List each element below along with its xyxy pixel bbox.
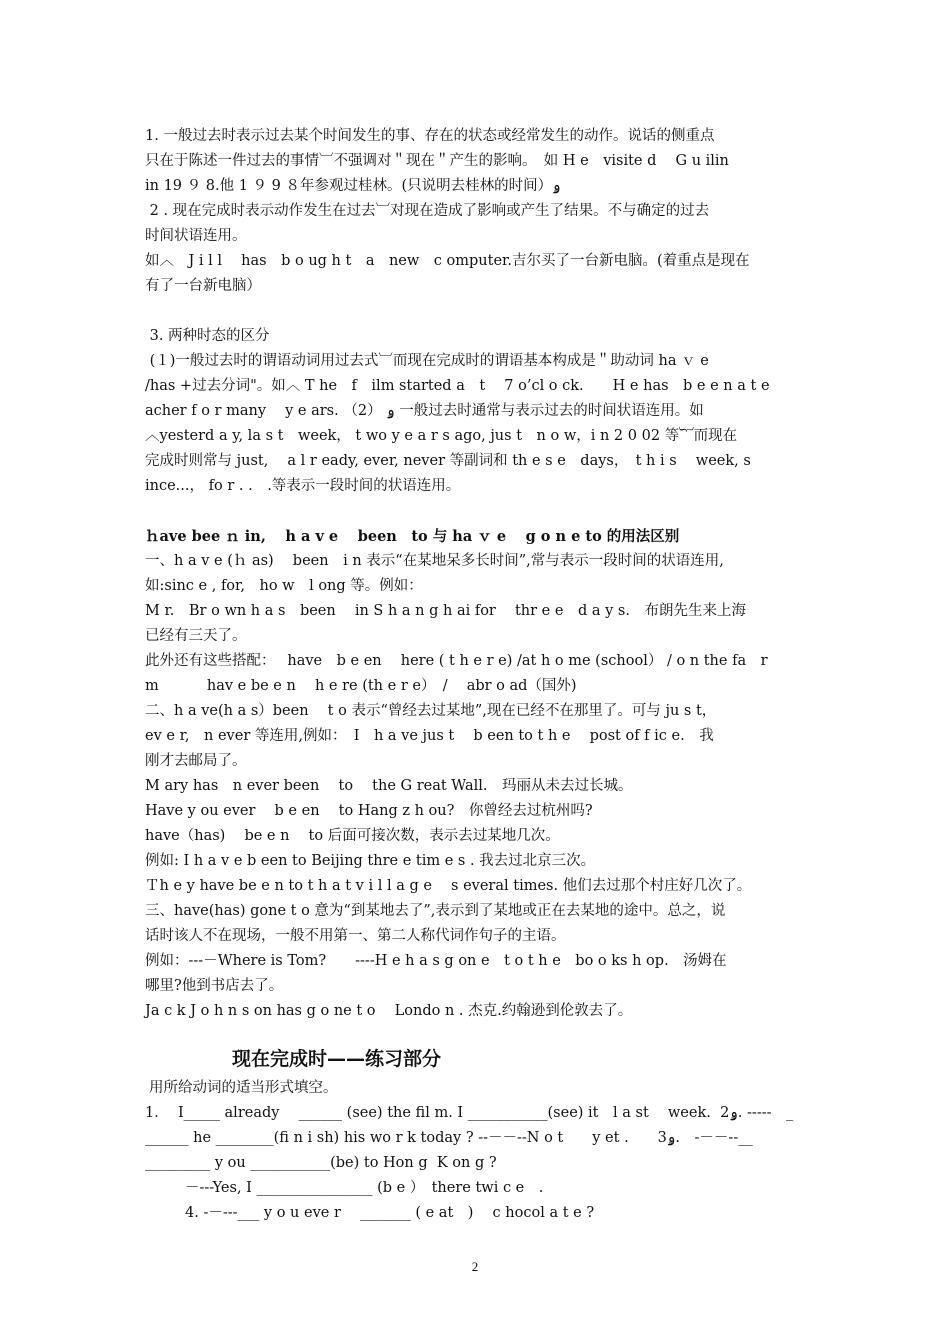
section-heading: 3. 两种时态的区分	[145, 328, 270, 344]
text-line: have（has) be e n to 后面可接次数，表示去过某地几次。	[145, 828, 560, 844]
text-line: m hav e be e n h e re (th e r e） / abr o ad（国外)	[145, 678, 577, 694]
text-line: ev e r, n ever 等连用,例如： I h a ve jus t b een to t h e post of f ic e. 我	[145, 728, 714, 744]
text-line: 完成时则常与 just, a l r eady, ever, never 等副词和 th e s e days， t h i s week, s	[145, 453, 751, 469]
exercise-line: 4. -－---___ y o u eve r _______ ( e at ) c hocol a t e ?	[185, 1205, 595, 1221]
text-line: 一、h a v e (ｈ as) been i n 表示“在某地呆多长时间”,常与表示一段时间的状语连用,	[145, 553, 724, 569]
exercise-line: ______ he ________(fi n i sh) his wo r k today ? --－－--N o t y et . 3ۅ. -－－--__	[145, 1130, 753, 1146]
text-line: 此外还有这些搭配： have b e en here ( t h e r e) /at h o me (school） / o n the fa r	[145, 653, 768, 669]
text-line: /has +过去分词"。如︿ T he f ilm started a t 7 o’cl o ck. H e has b e e n a t e	[145, 378, 770, 394]
text-line: Ja c k J o h n s on has g o ne t o Londo n . 杰克.约翰逊到伦敦去了。	[145, 1003, 633, 1019]
page-number: 2	[471, 1259, 479, 1274]
exercise-line: _________ y ou ___________(be) to Hon g K on g ?	[145, 1155, 497, 1171]
exercise-line: 1． I_____ already ______ (see) the fil m. I ___________(see) it l a st week. 2ۅ. ----- _	[145, 1105, 794, 1121]
exercise-line: －---Yes, I ________________ (b e ） there twi c e .	[185, 1180, 544, 1196]
text-line: 哪里?他到书店去了。	[145, 978, 284, 994]
text-line: in 19 ９ 8.他 1 ９ 9 ８年参观过桂林。(只说明去桂林的时间）ۅ	[145, 178, 561, 194]
text-line: 刚才去邮局了。	[145, 753, 247, 769]
text-line: ︿yesterd a y, la s t week， t wo y e a r s ago, jus t n o w，i n 2 0 02 等︸而现在	[145, 428, 738, 444]
text-line: 二、h a ve(h a s）been t o 表示“曾经去过某地”,现在已经不在那里了。可与 ju s t，	[145, 703, 717, 719]
text-line: M ary has n ever been to the G reat Wall. 玛丽从未去过长城。	[145, 778, 633, 794]
text-line: 1. 一般过去时表示过去某个时间发生的事、存在的状态或经常发生的动作。说话的侧重点	[145, 128, 715, 144]
text-line: (１)一般过去时的谓语动词用过去式︺而现在完成时的谓语基本构成是＂助动词 ha ｖ e	[145, 353, 709, 369]
exercise-title: 现在完成时——练习部分	[232, 1048, 442, 1070]
text-line: acher f o r many y e ars. （2） ۅ 一般过去时通常与表示过去的时间状语连用。如	[145, 403, 704, 419]
text-line: 话时该人不在现场，一般不用第一、第二人称代词作句子的主语。	[145, 928, 566, 944]
text-line: 时间状语连用。	[145, 228, 247, 244]
page-body	[145, 124, 807, 1226]
exercise-instruction: 用所给动词的适当形式填空。	[149, 1080, 338, 1096]
text-line: Ｔh e y have be e n to t h a t v i l l a g e s everal times. 他们去过那个村庄好几次了。	[145, 878, 752, 894]
text-line: 2 . 现在完成时表示动作发生在过去︺对现在造成了影响或产生了结果。不与确定的过去	[145, 203, 710, 219]
text-line: 如︿ J i l l has b o ug h t a new c omputer.吉尔买了一台新电脑。(着重点是现在	[145, 253, 750, 269]
text-line: 已经有三天了。	[145, 628, 247, 644]
text-line: 如:sinc e , for, ho w l ong 等。例如：	[145, 578, 423, 594]
blank-line	[145, 299, 807, 324]
text-line: 只在于陈述一件过去的事情︺不强调对＂现在＂产生的影响。 如 H e visite d G u ilin	[145, 153, 729, 169]
text-line: Have y ou ever b e en to Hang z h ou? 你曾经去过杭州吗?	[145, 803, 593, 819]
text-line: 例如: I h a v e b een to Beijing thre e tim e s . 我去过北京三次。	[145, 853, 596, 869]
text-line: M r. Br o wn h a s been in S h a n g h ai for thr e e d a y s. 布朗先生来上海	[145, 603, 746, 619]
text-line: ince...， fo r . . .等表示一段时间的状语连用。	[145, 478, 461, 494]
text-line: 有了一台新电脑）	[145, 278, 261, 294]
blank-line	[145, 499, 807, 524]
text-line: 例如：---－Where is Tom? ----H e h a s g on e t o t h e bo o ks h op. 汤姆在	[145, 953, 727, 969]
text-line: 三、have(has) gone t o 意为“到某地去了”,表示到了某地或正在去某地的途中。总之，说	[145, 903, 726, 919]
usage-heading: ｈave bee ｎ in, h a v e been to 与 ha ｖ e g o n e to 的用法区别	[145, 528, 680, 545]
